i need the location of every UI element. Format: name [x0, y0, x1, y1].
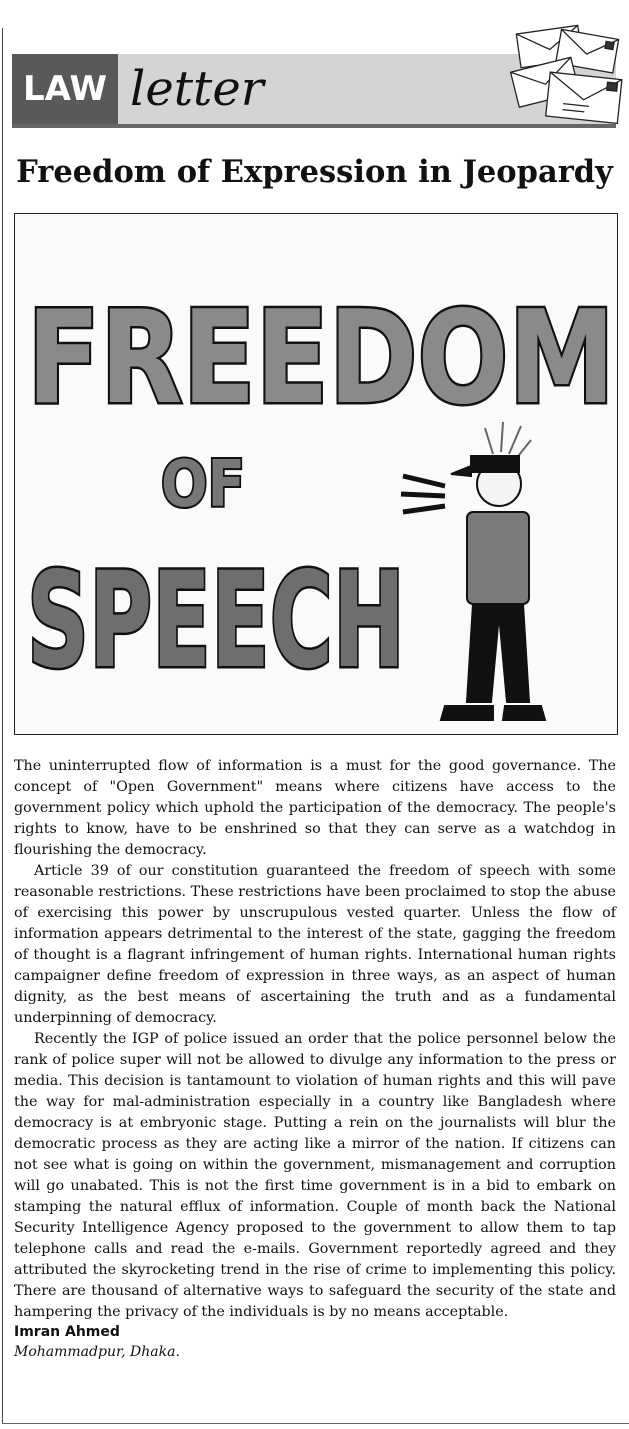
picture-text-speech: SPEECH: [27, 544, 405, 698]
left-column-rule: [2, 28, 3, 1423]
bottom-rule: [2, 1423, 629, 1424]
article-title: Freedom of Expression in Jeopardy: [16, 154, 613, 190]
section-label-law: LAW: [12, 54, 118, 124]
column-label-letter: letter: [130, 61, 264, 117]
article-paragraph-3: Recently the IGP of police issued an order that the police personnel below the rank of police super will not be allowed to divulge any information to the press or media. This decision is tantamount to violation of human rights and this will pave the way for mal-administration especially in a country like Bangladesh where democracy is at embryonic stage. Putting a rein on the journalists will blur the democratic process as they are acting like a mirror of the nation. If citizens can not see what is going on within the government, mismanagement and corruption will go unabated. This is not the first time government is in a bid to embark on stamping the natural efflux of information. Couple of month back the National Security Intelligence Agency proposed to the government to allow them to tap telephone calls and read the e-mails. Government reportedly agreed and they attributed the skyrocketing trend in the rise of crime to implementing this policy. There are thousand of alternative ways to safeguard the security of the state and hampering the privacy of the individuals is by no means acceptable.: [14, 1031, 616, 1320]
article-body: [14, 756, 616, 1362]
author-location: Mohammadpur, Dhaka.: [14, 1344, 180, 1360]
author-name: Imran Ahmed: [14, 1324, 120, 1340]
speaking-figure: [401, 422, 545, 720]
picture-text-freedom: FREEDOM: [27, 284, 615, 433]
signature: [14, 1323, 616, 1362]
envelopes-illustration: [506, 24, 624, 128]
freedom-of-speech-picture: [14, 213, 618, 735]
picture-text-of: OF: [161, 448, 245, 522]
article-paragraph-2: Article 39 of our constitution guaranteed the freedom of speech with some reasonable restrictions. These restrictions have been proclaimed to stop the abuse of exercising this power by unscrupulous vested quarter. Unless the flow of information appears detrimental to the interest of the state, gagging the freedom of thought is a flagrant infringement of human rights. International human rights campaigner define freedom of expression in three ways, as an aspect of human dignity, as the best means of ascertaining the truth and as a fundamental underpinning of democracy.: [14, 863, 616, 1026]
article-paragraph-1: The uninterrupted flow of information is a must for the good governance. The concept of "Open Government" means where citizens have access to the government policy which uphold the participation of the democracy. The people's rights to know, have to be enshrined so that they can serve as a watchdog in flourishing the democracy.: [14, 758, 616, 858]
